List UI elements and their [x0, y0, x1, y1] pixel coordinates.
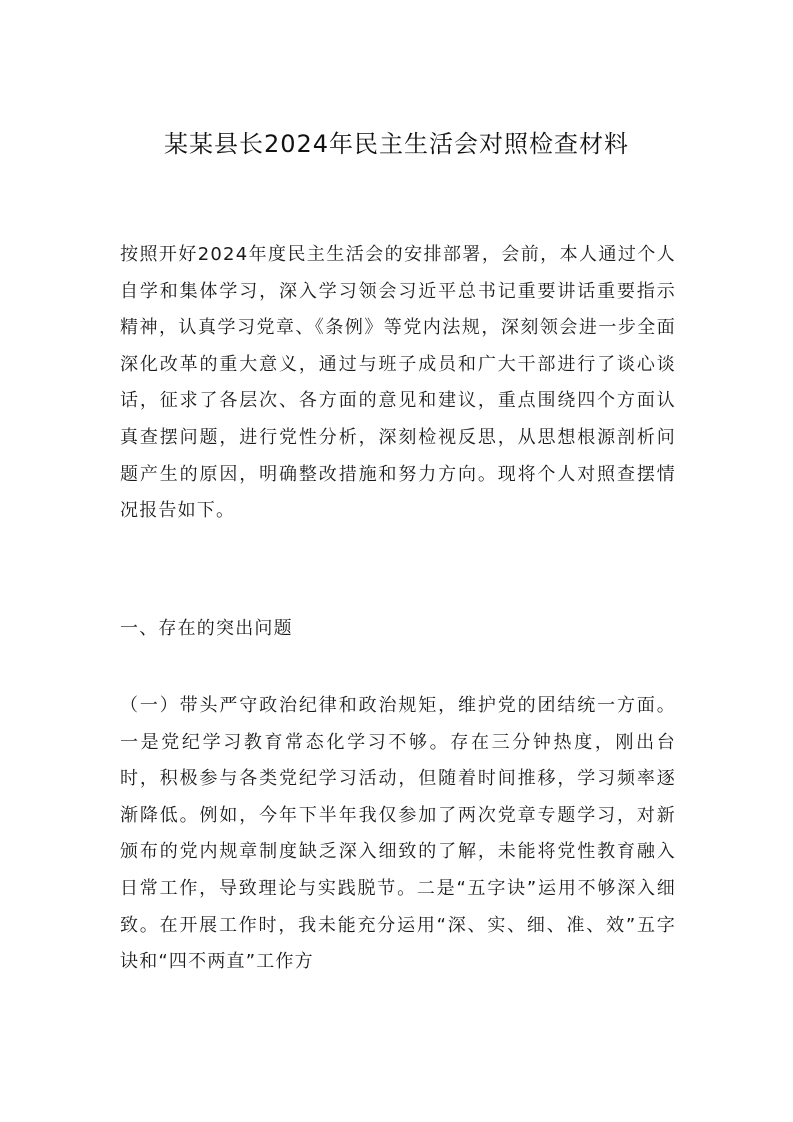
section-heading: 一、存在的突出问题 — [120, 618, 293, 639]
section-paragraph: （一）带头严守政治纪律和政治规矩，维护党的团结统一方面。一是党纪学习教育常态化学习不够。存在三分钟热度，刚出台时，积极参与各类党纪学习活动，但随着时间推移，学习频率逐渐降低。例如，今年下半年我仅参加了两次党章专题学习，对新颁布的党内规章制度缺乏深入细致的了解，未能将党性教育融入日常工作，导致理论与实践脱节。二是“五字诀”运用不够深入细致。在开展工作时，我未能充分运用“深、实、细、准、效”五字诀和“四不两直”工作方 — [120, 695, 676, 973]
intro-paragraph: 按照开好2024年度民主生活会的安排部署，会前，本人通过个人自学和集体学习，深入学习领会习近平总书记重要讲话重要指示精神，认真学习党章、《条例》等党内法规，深刻领会进一步全面深化改革的重大意义，通过与班子成员和广大干部进行了谈心谈话，征求了各层次、各方面的意见和建议，重点围绕四个方面认真查摆问题，进行党性分析，深刻检视反思，从思想根源剖析问题产生的原因，明确整改措施和努力方向。现将个人对照查摆情况报告如下。 — [120, 244, 676, 522]
document-title: 某某县长2024年民主生活会对照检查材料 — [163, 130, 630, 158]
